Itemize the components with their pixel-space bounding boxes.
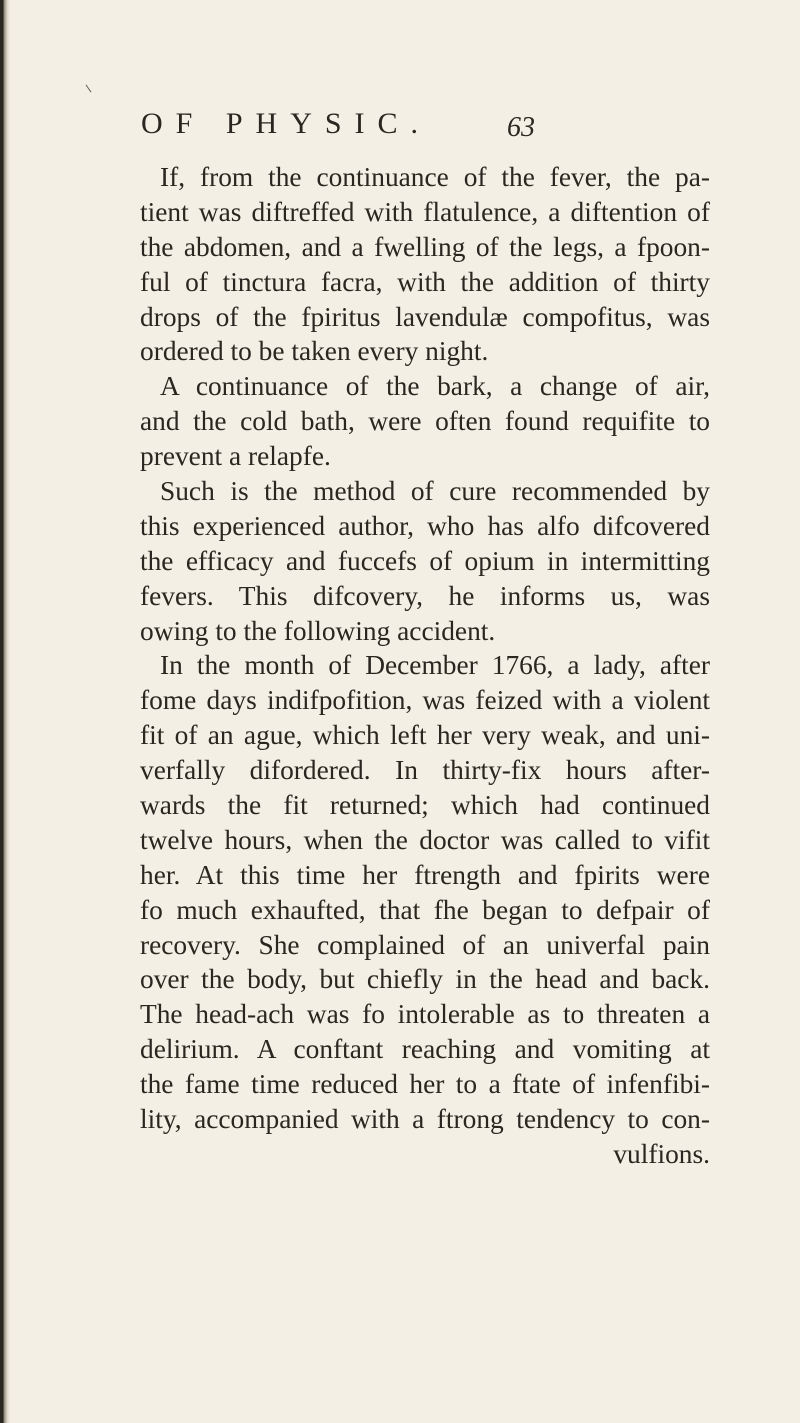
body-text — [140, 160, 710, 1172]
text-line: fevers. This difcovery, he informs us, was — [140, 580, 710, 611]
text-line: the abdomen, and a fwelling of the legs, a fpoon- — [140, 231, 710, 262]
text-line: prevent a relapfe. — [140, 441, 331, 472]
text-line: lity, accompanied with a ftrong tendency to con- — [140, 1104, 710, 1135]
text-line: Such is the method of cure recommended by — [160, 476, 710, 507]
text-line: her. At this time her ftrength and fpirits were — [140, 859, 710, 890]
text-line: drops of the fpiritus lavendulæ compofitus, was — [140, 301, 710, 332]
text-line: fit of an ague, which left her very weak, and uni- — [140, 720, 710, 751]
running-head-title: OF PHYSIC. — [141, 107, 432, 140]
page-number: 63 — [507, 112, 535, 143]
text-line: owing to the following accident. — [140, 615, 496, 646]
text-line: the efficacy and fuccefs of opium in intermitting — [140, 545, 710, 576]
text-line: The head-ach was fo intolerable as to threaten a — [140, 999, 710, 1030]
text-line: fo much exhaufted, that fhe began to defpair of — [140, 894, 710, 925]
ink-mark — [86, 85, 92, 93]
text-line: the fame time reduced her to a ftate of infenfibi- — [140, 1069, 710, 1100]
text-line: this experienced author, who has alfo difcovered — [140, 510, 710, 541]
text-line: ful of tinctura facra, with the addition of thirty — [140, 266, 710, 297]
text-line: delirium. A conftant reaching and vomiting at — [140, 1034, 710, 1065]
text-line: recovery. She complained of an univerfal pain — [140, 929, 710, 960]
text-line: verfally difordered. In thirty-fix hours after- — [140, 755, 710, 786]
text-line: tient was diftreffed with flatulence, a diftention of — [140, 196, 710, 227]
text-line: over the body, but chiefly in the head and back. — [140, 964, 710, 995]
text-line: wards the fit returned; which had continued — [140, 790, 710, 821]
text-line: If, from the continuance of the fever, the pa- — [160, 162, 710, 192]
text-line: In the month of December 1766, a lady, after — [160, 650, 710, 681]
text-line: fome days indifpofition, was feized with a violent — [140, 685, 710, 716]
text-line: ordered to be taken every night. — [140, 336, 489, 367]
text-line: A continuance of the bark, a change of air, — [160, 371, 710, 402]
text-line: and the cold bath, were often found requifite to — [140, 406, 710, 437]
text-line: twelve hours, when the doctor was called to vifit — [140, 824, 710, 855]
page-edge-shadow — [0, 0, 10, 1423]
catchword: vulfions. — [613, 1138, 710, 1169]
running-head — [141, 104, 581, 144]
